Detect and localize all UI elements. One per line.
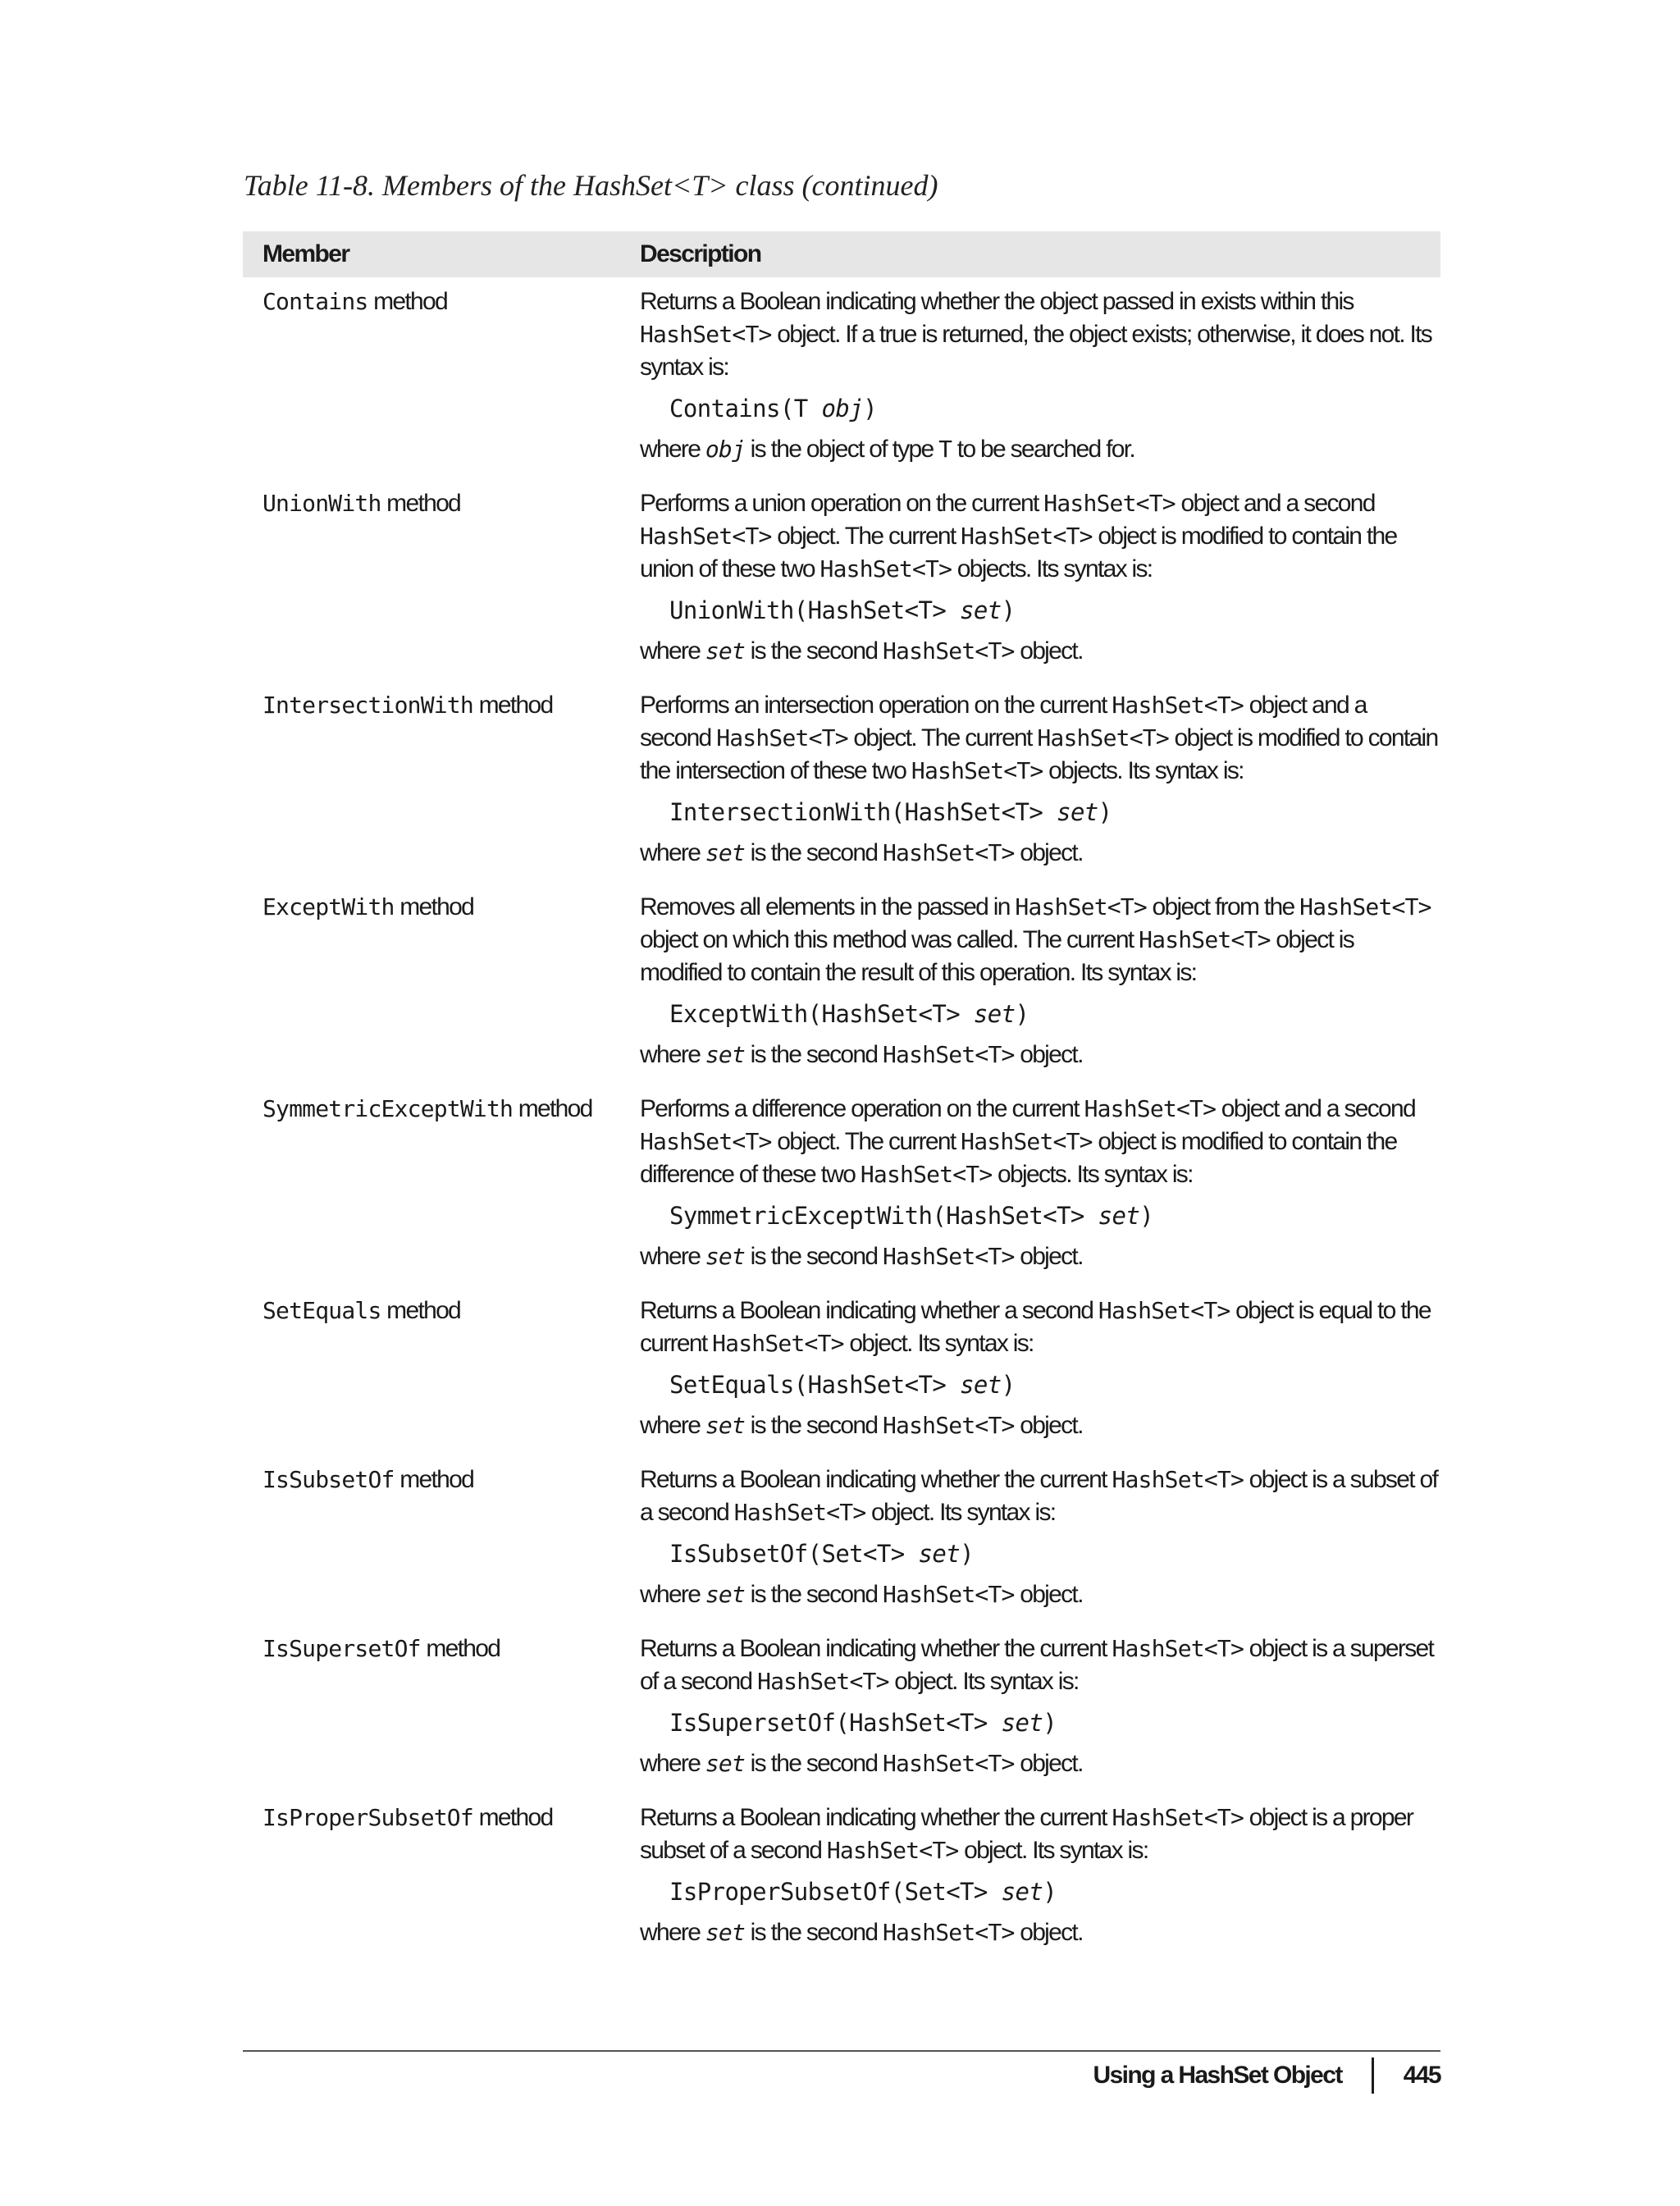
where-fragment: where: [640, 1041, 705, 1068]
member-cell: [243, 1464, 620, 1611]
code-term: HashSet<T>: [826, 1837, 959, 1864]
code-term: HashSet<T>: [712, 1330, 844, 1357]
where-clause: [640, 635, 1440, 668]
description-cell: [620, 1802, 1440, 1949]
description-fragment: object. Its syntax is:: [843, 1330, 1034, 1357]
syntax-signature: SetEquals(HashSet<T>: [669, 1371, 961, 1399]
code-term: HashSet<T>: [640, 321, 772, 348]
syntax-signature: SymmetricExceptWith(HashSet<T>: [669, 1202, 1098, 1230]
table-row: [243, 891, 1440, 1071]
member-name: IsProperSubsetOf: [262, 1804, 473, 1831]
code-term: HashSet<T>: [640, 523, 772, 550]
code-term: HashSet<T>: [883, 637, 1015, 665]
code-term: HashSet<T>: [1112, 1635, 1244, 1662]
member-kind: method: [386, 490, 461, 517]
syntax-signature: ExceptWith(HashSet<T>: [669, 1000, 974, 1028]
description-text: [640, 1295, 1440, 1360]
description-fragment: object. The current: [771, 1128, 961, 1155]
description-fragment: Returns a Boolean indicating whether the object passed in exists within this: [640, 288, 1354, 315]
code-term: HashSet<T>: [757, 1668, 889, 1695]
where-clause: [640, 1240, 1440, 1273]
members-table: [243, 231, 1440, 1971]
description-fragment: object on which this method was called. The current: [640, 926, 1139, 953]
description-cell: [620, 1093, 1440, 1273]
code-term: HashSet<T>: [1043, 490, 1176, 517]
code-term: HashSet<T>: [640, 1128, 772, 1155]
code-term: HashSet<T>: [1098, 1297, 1230, 1324]
member-kind: method: [518, 1095, 592, 1122]
syntax-line: [669, 392, 1440, 425]
where-fragment: is the second: [745, 1750, 883, 1777]
description-fragment: object is a superset of a second: [640, 1635, 1434, 1695]
member-name: SetEquals: [262, 1297, 381, 1324]
syntax-signature: IntersectionWith(HashSet<T>: [669, 798, 1057, 826]
syntax-signature: IsProperSubsetOf(Set<T>: [669, 1878, 1002, 1906]
where-fragment: where: [640, 1919, 705, 1946]
code-term: HashSet<T>: [883, 1041, 1015, 1068]
table-header: [243, 231, 1440, 277]
description-text: [640, 1633, 1440, 1698]
member-name: Contains: [262, 288, 368, 315]
syntax-close: ): [1043, 1709, 1057, 1737]
description-cell: [620, 1295, 1440, 1442]
description-fragment: object. The current: [771, 523, 961, 550]
description-fragment: object is a proper subset of a second: [640, 1804, 1413, 1864]
code-term: set: [705, 1581, 746, 1608]
code-term: set: [705, 1919, 746, 1946]
code-term: set: [705, 1243, 746, 1270]
syntax-close: ): [1098, 798, 1112, 826]
where-fragment: where: [640, 1243, 705, 1270]
description-cell: [620, 487, 1440, 668]
description-fragment: Returns a Boolean indicating whether the current: [640, 1804, 1112, 1831]
where-fragment: is the object of type: [745, 436, 939, 463]
where-fragment: is the second: [745, 1041, 883, 1068]
member-kind: method: [478, 692, 553, 719]
description-fragment: Performs a union operation on the current: [640, 490, 1044, 517]
code-term: HashSet<T>: [883, 1412, 1015, 1439]
member-name: ExceptWith: [262, 893, 395, 920]
description-fragment: objects. Its syntax is:: [952, 555, 1153, 582]
code-term: HashSet<T>: [1112, 1466, 1244, 1493]
member-cell: [243, 1295, 620, 1442]
description-fragment: object is modified to contain the difference of these two: [640, 1128, 1397, 1188]
syntax-signature: UnionWith(HashSet<T>: [669, 596, 961, 624]
code-term: HashSet<T>: [911, 757, 1043, 784]
header-member: Member: [262, 240, 349, 267]
code-term: HashSet<T>: [1139, 926, 1271, 953]
description-fragment: object is a subset of a second: [640, 1466, 1438, 1526]
description-text: [640, 891, 1440, 989]
member-kind: method: [399, 893, 474, 920]
syntax-argument: set: [1001, 1878, 1043, 1906]
code-term: HashSet<T>: [883, 1750, 1015, 1777]
syntax-signature: Contains(T: [669, 395, 822, 422]
syntax-argument: set: [960, 1371, 1002, 1399]
syntax-line: [669, 594, 1440, 627]
where-fragment: object.: [1014, 839, 1083, 866]
syntax-line: [669, 1706, 1440, 1739]
member-cell: [243, 487, 620, 668]
code-term: HashSet<T>: [883, 1581, 1015, 1608]
description-text: [640, 487, 1440, 586]
description-fragment: object. Its syntax is:: [888, 1668, 1079, 1695]
where-fragment: object.: [1014, 1581, 1083, 1608]
where-fragment: is the second: [745, 1412, 883, 1439]
description-cell: [620, 285, 1440, 466]
member-cell: [243, 285, 620, 466]
footer-separator: [1372, 2058, 1374, 2094]
description-fragment: Returns a Boolean indicating whether the current: [640, 1635, 1112, 1662]
syntax-signature: IsSupersetOf(HashSet<T>: [669, 1709, 1002, 1737]
where-fragment: object.: [1014, 1041, 1083, 1068]
description-fragment: object and a second: [1216, 1095, 1416, 1122]
syntax-line: [669, 796, 1440, 829]
where-fragment: where: [640, 637, 705, 665]
where-clause: [640, 1039, 1440, 1071]
syntax-close: ): [1139, 1202, 1154, 1230]
description-fragment: objects. Its syntax is:: [1043, 757, 1244, 784]
description-fragment: object. If a true is returned, the object exists; otherwise, it does not. Its syntax is:: [640, 321, 1432, 381]
syntax-close: ): [1001, 1371, 1016, 1399]
where-clause: [640, 1916, 1440, 1949]
code-term: HashSet<T>: [883, 1243, 1015, 1270]
table-row: [243, 487, 1440, 668]
description-text: [640, 1093, 1440, 1191]
table-row: [243, 689, 1440, 870]
syntax-line: [669, 998, 1440, 1030]
member-kind: method: [399, 1466, 474, 1493]
footer-rule: [243, 2050, 1440, 2052]
where-fragment: where: [640, 1750, 705, 1777]
description-text: [640, 1464, 1440, 1529]
table-caption: Table 11-8. Members of the HashSet<T> class (continued): [244, 169, 938, 202]
code-term: set: [705, 1750, 746, 1777]
description-fragment: Performs an intersection operation on the current: [640, 692, 1112, 719]
table-row: [243, 1633, 1440, 1780]
member-cell: [243, 1633, 620, 1780]
where-fragment: object.: [1014, 1412, 1083, 1439]
description-fragment: object from the: [1146, 893, 1300, 920]
page-number: 445: [1403, 2062, 1440, 2089]
code-term: HashSet<T>: [883, 839, 1015, 866]
code-term: set: [705, 839, 746, 866]
description-cell: [620, 689, 1440, 870]
code-term: HashSet<T>: [1112, 1804, 1244, 1831]
where-fragment: where: [640, 1412, 705, 1439]
syntax-argument: set: [973, 1000, 1016, 1028]
code-term: HashSet<T>: [883, 1919, 1015, 1946]
description-cell: [620, 891, 1440, 1071]
table-row: [243, 1093, 1440, 1273]
code-term: set: [705, 1412, 746, 1439]
table-row: [243, 1802, 1440, 1949]
syntax-close: ): [1043, 1878, 1057, 1906]
member-name: IsSubsetOf: [262, 1466, 395, 1493]
member-name: IntersectionWith: [262, 692, 473, 719]
code-term: HashSet<T>: [1112, 692, 1244, 719]
description-fragment: Removes all elements in the passed in: [640, 893, 1016, 920]
table-row: [243, 285, 1440, 466]
code-term: HashSet<T>: [1299, 893, 1431, 920]
member-cell: [243, 689, 620, 870]
code-term: HashSet<T>: [1037, 724, 1169, 751]
member-kind: method: [386, 1297, 461, 1324]
member-kind: method: [478, 1804, 553, 1831]
member-kind: method: [426, 1635, 500, 1662]
code-term: HashSet<T>: [1084, 1095, 1217, 1122]
description-fragment: object is modified to contain the intersection of these two: [640, 724, 1438, 784]
description-fragment: object is equal to the current: [640, 1297, 1431, 1357]
where-fragment: object.: [1014, 637, 1083, 665]
description-fragment: objects. Its syntax is:: [992, 1161, 1193, 1188]
syntax-argument: set: [1001, 1709, 1043, 1737]
syntax-close: ): [1001, 596, 1016, 624]
code-term: HashSet<T>: [961, 1128, 1093, 1155]
syntax-line: [669, 1875, 1440, 1908]
description-fragment: object. Its syntax is:: [865, 1499, 1056, 1526]
member-name: IsSupersetOf: [262, 1635, 421, 1662]
where-clause: [640, 837, 1440, 870]
code-term: HashSet<T>: [860, 1161, 993, 1188]
where-fragment: is the second: [745, 839, 883, 866]
where-fragment: where: [640, 839, 705, 866]
where-clause: [640, 1409, 1440, 1442]
syntax-argument: set: [1057, 798, 1098, 826]
description-text: [640, 285, 1440, 384]
description-fragment: Performs a difference operation on the current: [640, 1095, 1084, 1122]
code-term: HashSet<T>: [961, 523, 1093, 550]
where-clause: [640, 1747, 1440, 1780]
syntax-argument: set: [1098, 1202, 1140, 1230]
where-fragment: is the second: [745, 1243, 883, 1270]
syntax-close: ): [863, 395, 877, 422]
where-fragment: object.: [1014, 1750, 1083, 1777]
description-fragment: object and a second: [1175, 490, 1375, 517]
syntax-line: [669, 1537, 1440, 1570]
member-kind: method: [373, 288, 447, 315]
syntax-close: ): [1015, 1000, 1029, 1028]
code-term: HashSet<T>: [733, 1499, 866, 1526]
header-description: Description: [640, 240, 761, 267]
description-text: [640, 1802, 1440, 1867]
syntax-line: [669, 1368, 1440, 1401]
description-text: [640, 689, 1440, 788]
description-fragment: object is modified to contain the result of this operation. Its syntax is:: [640, 926, 1354, 986]
member-cell: [243, 1093, 620, 1273]
where-fragment: to be searched for.: [952, 436, 1135, 463]
code-term: obj: [705, 436, 746, 463]
where-fragment: object.: [1014, 1919, 1083, 1946]
syntax-line: [669, 1199, 1440, 1232]
code-term: set: [705, 1041, 746, 1068]
where-fragment: object.: [1014, 1243, 1083, 1270]
where-clause: [640, 1578, 1440, 1611]
description-fragment: object and a second: [640, 692, 1367, 751]
where-fragment: where: [640, 1581, 705, 1608]
description-fragment: object is modified to contain the union of these two: [640, 523, 1397, 582]
description-fragment: object. Its syntax is:: [958, 1837, 1148, 1864]
code-term: HashSet<T>: [716, 724, 848, 751]
syntax-argument: set: [960, 596, 1002, 624]
syntax-close: ): [960, 1540, 974, 1568]
table-body: [243, 277, 1440, 1949]
page-footer: [1093, 2055, 1441, 2096]
description-fragment: Returns a Boolean indicating whether a second: [640, 1297, 1098, 1324]
syntax-argument: set: [918, 1540, 961, 1568]
syntax-signature: IsSubsetOf(Set<T>: [669, 1540, 919, 1568]
where-clause: [640, 433, 1440, 466]
code-term: T: [938, 436, 952, 463]
description-fragment: Returns a Boolean indicating whether the current: [640, 1466, 1112, 1493]
footer-section-title: Using a HashSet Object: [1093, 2062, 1342, 2089]
where-fragment: is the second: [745, 1581, 883, 1608]
table-row: [243, 1464, 1440, 1611]
member-name: SymmetricExceptWith: [262, 1095, 514, 1122]
where-fragment: is the second: [745, 637, 883, 665]
syntax-argument: obj: [821, 395, 864, 422]
where-fragment: where: [640, 436, 705, 463]
member-name: UnionWith: [262, 490, 381, 517]
code-term: HashSet<T>: [819, 555, 952, 582]
member-cell: [243, 891, 620, 1071]
code-term: HashSet<T>: [1015, 893, 1147, 920]
description-fragment: object. The current: [847, 724, 1038, 751]
table-row: [243, 1295, 1440, 1442]
description-cell: [620, 1633, 1440, 1780]
description-cell: [620, 1464, 1440, 1611]
where-fragment: is the second: [745, 1919, 883, 1946]
code-term: set: [705, 637, 746, 665]
member-cell: [243, 1802, 620, 1949]
